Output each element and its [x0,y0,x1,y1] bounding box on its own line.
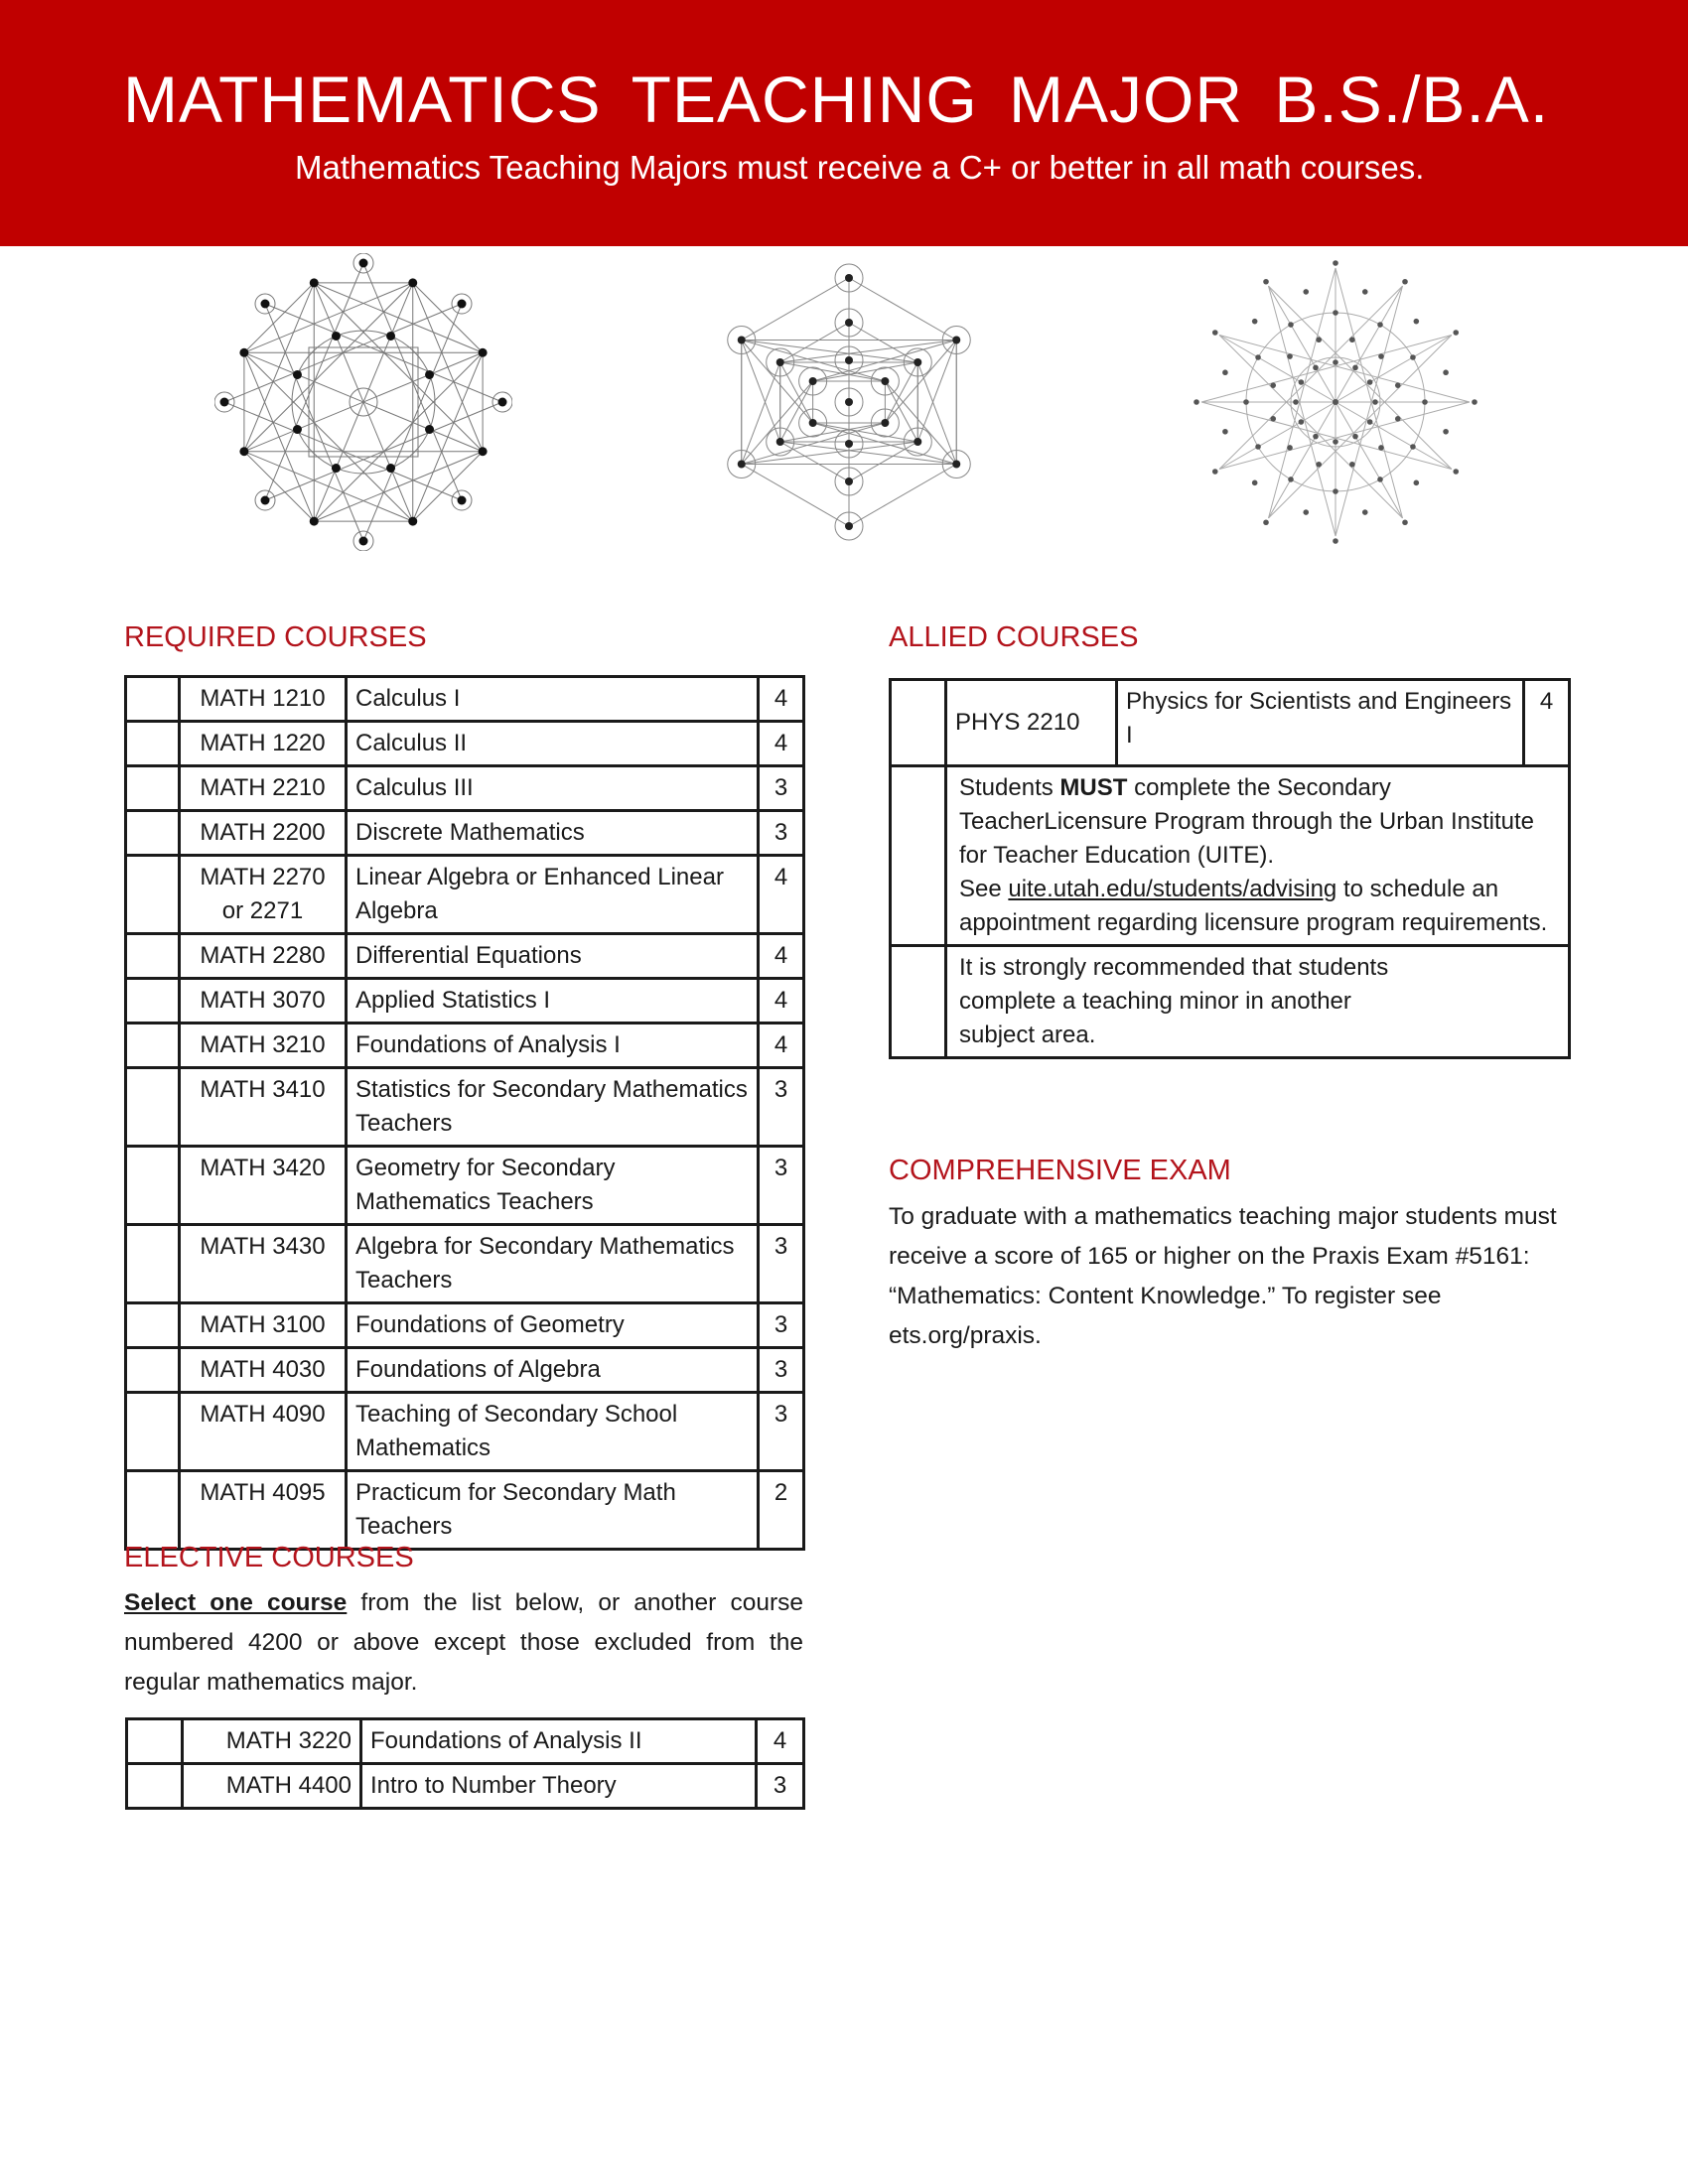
course-code: MATH 3100 [180,1303,347,1348]
course-credits: 4 [759,1024,804,1068]
course-code: MATH 4400 [183,1764,361,1809]
course-code: MATH 1220 [180,722,347,766]
course-name: Statistics for Secondary Mathematics Teachers [347,1068,759,1147]
comprehensive-exam-text: To graduate with a mathematics teaching major students must receive a score of 165 or higher on the Praxis Exam #5161: “Mathematics: Content Knowledge.” To register see ets.org/praxis. [889,1203,1557,1349]
table-row [127,1764,804,1809]
course-name: Differential Equations [347,934,759,979]
table-row [126,677,804,722]
course-code: MATH 2200 [180,811,347,856]
table-row [126,722,804,766]
row-marker [126,1147,180,1225]
course-name: Physics for Scientists and Engineers I [1117,680,1524,766]
table-row [126,1147,804,1225]
row-marker [126,979,180,1024]
table-row [126,1024,804,1068]
course-name: Foundations of Analysis I [347,1024,759,1068]
course-credits: 3 [759,1225,804,1303]
course-code: MATH 3070 [180,979,347,1024]
course-code: MATH 3410 [180,1068,347,1147]
course-credits: 3 [757,1764,804,1809]
course-name: Foundations of Algebra [347,1348,759,1393]
table-row [126,1225,804,1303]
elective-instructions-rest: from the list below, or another course numbered 4200 or above except those excluded from the regular mathematics major. [124,1589,803,1696]
course-name: Applied Statistics I [347,979,759,1024]
table-row [891,946,1570,1058]
page-subtitle: Mathematics Teaching Majors must receive a C+ or better in all math courses. [295,149,1425,186]
table-row [127,1719,804,1764]
elective-instructions-emphasis: Select one course [124,1589,348,1616]
minor-recommendation-note: It is strongly recommended that students complete a teaching minor in another subject area. [946,946,1570,1058]
course-code: MATH 2210 [180,766,347,811]
octagram-geometric-icon [214,253,512,551]
course-credits: 3 [759,1147,804,1225]
course-name: Foundations of Geometry [347,1303,759,1348]
course-credits: 4 [757,1719,804,1764]
course-code: MATH 4095 [180,1471,347,1550]
course-credits: 4 [759,979,804,1024]
course-code: MATH 2280 [180,934,347,979]
allied-courses-heading: ALLIED COURSES [889,621,1139,653]
star-mandala-icon [1187,253,1484,551]
elective-courses-table [125,1717,805,1810]
row-marker [126,811,180,856]
course-code: PHYS 2210 [946,680,1117,766]
course-code: MATH 4090 [180,1393,347,1471]
course-credits: 3 [759,766,804,811]
course-code: MATH 4030 [180,1348,347,1393]
required-courses-heading: REQUIRED COURSES [124,621,427,653]
course-credits: 3 [759,1068,804,1147]
course-code: MATH 2270 or 2271 [180,856,347,934]
course-name: Algebra for Secondary Mathematics Teachers [347,1225,759,1303]
course-credits: 2 [759,1471,804,1550]
row-marker [127,1719,183,1764]
table-row [126,1303,804,1348]
course-name: Intro to Number Theory [361,1764,757,1809]
course-name: Linear Algebra or Enhanced Linear Algebra [347,856,759,934]
comprehensive-exam-heading: COMPREHENSIVE EXAM [889,1155,1231,1186]
row-marker [126,856,180,934]
elective-courses-heading: ELECTIVE COURSES [124,1542,414,1573]
row-marker [126,1068,180,1147]
table-row [126,766,804,811]
required-courses-table [124,675,805,1551]
row-marker [126,677,180,722]
table-row [126,811,804,856]
course-name: Foundations of Analysis II [361,1719,757,1764]
course-code: MATH 3420 [180,1147,347,1225]
table-row [891,680,1570,766]
course-name: Calculus III [347,766,759,811]
course-name: Calculus II [347,722,759,766]
table-row [126,1348,804,1393]
table-row [126,1068,804,1147]
course-credits: 3 [759,1393,804,1471]
metatron-cube-icon [700,253,998,551]
licensure-note-emphasis: MUST [1059,774,1128,801]
course-credits: 3 [759,811,804,856]
row-marker [126,1303,180,1348]
row-marker [126,722,180,766]
table-row [126,856,804,934]
course-name: Discrete Mathematics [347,811,759,856]
course-credits: 4 [1524,680,1570,766]
course-name: Practicum for Secondary Math Teachers [347,1471,759,1550]
table-row [126,1471,804,1550]
table-row [126,1393,804,1471]
course-code: MATH 1210 [180,677,347,722]
row-marker [126,1024,180,1068]
course-credits: 4 [759,934,804,979]
table-row [126,934,804,979]
row-marker [126,1225,180,1303]
table-row [891,766,1570,946]
course-credits: 4 [759,856,804,934]
course-code: MATH 3220 [183,1719,361,1764]
row-marker [127,1764,183,1809]
allied-courses-table [889,678,1571,1059]
elective-instructions [124,1583,803,1703]
licensure-note: Students MUST complete the Secondary TeacherLicensure Program through the Urban Institute for Teacher Education (UITE). See uite.utah.edu/students/advising to schedule an appointment regarding licensure program requirements. [946,766,1570,946]
row-marker [126,1471,180,1550]
course-code: MATH 3210 [180,1024,347,1068]
row-marker [126,934,180,979]
course-name: Calculus I [347,677,759,722]
course-code: MATH 3430 [180,1225,347,1303]
course-credits: 3 [759,1303,804,1348]
row-marker [126,766,180,811]
course-name: Geometry for Secondary Mathematics Teachers [347,1147,759,1225]
course-name: Teaching of Secondary School Mathematics [347,1393,759,1471]
row-marker [126,1348,180,1393]
course-credits: 3 [759,1348,804,1393]
uite-advising-link[interactable]: uite.utah.edu/students/advising [1008,876,1337,902]
row-marker [126,1393,180,1471]
header-banner [0,0,1688,246]
table-row [126,979,804,1024]
course-credits: 4 [759,677,804,722]
course-credits: 4 [759,722,804,766]
page-title: MATHEMATICS TEACHING MAJOR B.S./B.A. [123,63,1550,136]
